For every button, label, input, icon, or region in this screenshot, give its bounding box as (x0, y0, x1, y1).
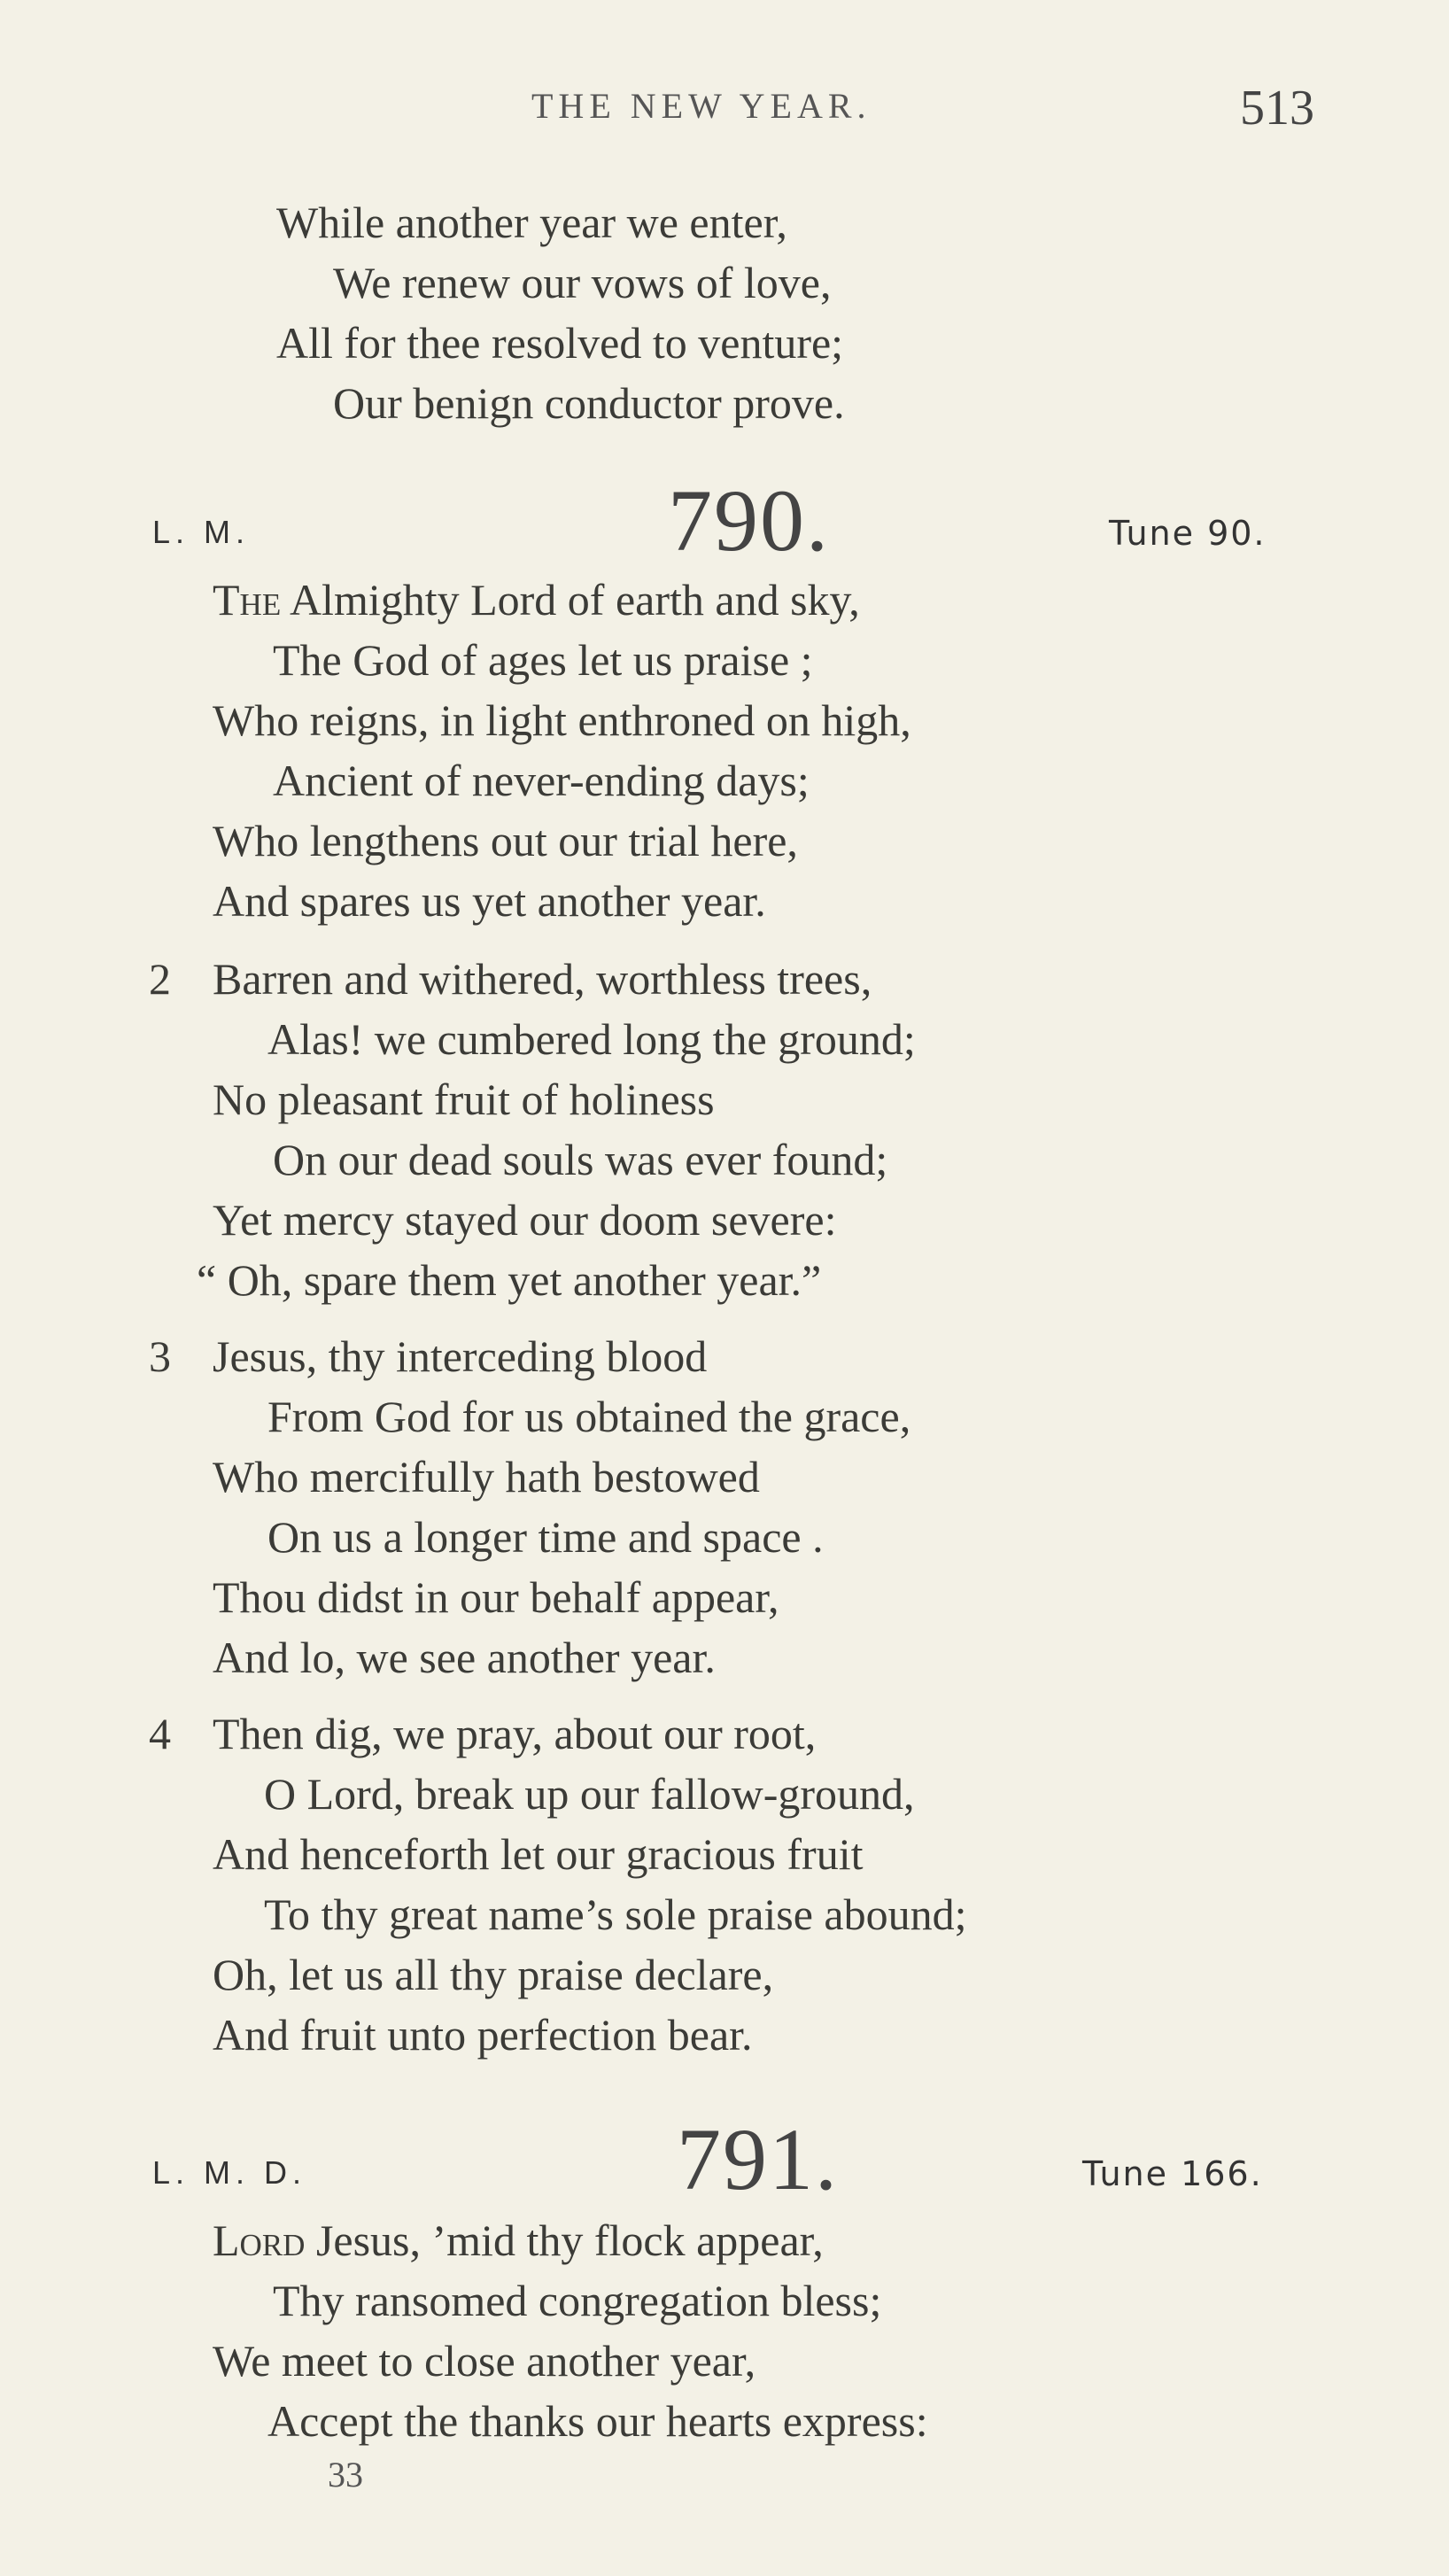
hymn-790-s4-line-4: To thy great name’s sole praise abound; (264, 1889, 967, 1939)
hymn-790-s1-line-6: And spares us yet another year. (213, 876, 766, 926)
hymn-790-s2-line-5: Yet mercy stayed our doom severe: (213, 1195, 837, 1245)
page-number: 513 (1240, 81, 1314, 136)
hymn-790-s2-line-2: Alas! we cumbered long the ground; (267, 1014, 916, 1064)
stanza-number-4: 4 (149, 1709, 171, 1758)
hymn-790-s4-line-5: Oh, let us all thy praise declare, (213, 1950, 774, 1999)
hymn-790-s1-line-4: Ancient of never-ending days; (273, 756, 810, 805)
hymn-790-s1-line-2: The God of ages let us praise ; (273, 635, 813, 685)
hymn-790-first-line (213, 574, 860, 625)
hymn-791-tune: Tune 166. (1082, 2154, 1263, 2193)
hymn-791-meter: L. M. D. (152, 2154, 307, 2191)
hymn-791-number: 791. (677, 2110, 839, 2208)
hymn-790-s4-line-2: O Lord, break up our fallow-ground, (264, 1769, 915, 1819)
stanza-number-3: 3 (149, 1331, 171, 1381)
first-line-rest: Almighty Lord of earth and sky, (281, 575, 860, 625)
hymn-790-s2-line-3: No pleasant fruit of holiness (213, 1075, 715, 1124)
hymn-790-s3-line-4: On us a longer time and space . (267, 1512, 824, 1562)
hymn-790-s4-line-3: And henceforth let our gracious fruit (213, 1829, 864, 1879)
first-line-rest: Jesus, ’mid thy flock appear, (305, 2215, 824, 2265)
hymn-790-s1-line-3: Who reigns, in light enthroned on high, (213, 695, 911, 745)
hymn-790-number: 790. (668, 471, 830, 570)
hymn-791-first-line (213, 2215, 824, 2266)
hymn-790-s4-line-1: Then dig, we pray, about our root, (213, 1709, 817, 1758)
first-word-small-caps: The (213, 575, 282, 625)
hymn-790-s4-line-6: And fruit unto perfection bear. (213, 2010, 753, 2060)
hymn-790-tune: Tune 90. (1109, 514, 1267, 553)
hymn-790-s3-line-1: Jesus, thy interceding blood (213, 1331, 708, 1381)
hymn-790-s3-line-3: Who mercifully hath bestowed (213, 1452, 760, 1501)
hymn-790-meter: L. M. (152, 514, 251, 550)
first-word-small-caps: Lord (213, 2215, 306, 2265)
hymn-791-line-2: Thy ransomed congregation bless; (273, 2276, 882, 2325)
carryover-line-4: Our benign conductor prove. (333, 378, 845, 428)
hymn-790-s2-line-6: “ Oh, spare them yet another year.” (197, 1255, 822, 1305)
hymn-791-line-4: Accept the thanks our hearts express: (267, 2396, 928, 2446)
hymn-790-s2-line-4: On our dead souls was ever found; (273, 1135, 888, 1184)
hymn-791-line-3: We meet to close another year, (213, 2336, 756, 2386)
running-head: THE NEW YEAR. (531, 86, 872, 126)
hymn-790-s1-line-5: Who lengthens out our trial here, (213, 816, 798, 865)
carryover-line-3: All for thee resolved to venture; (276, 318, 844, 368)
stanza-number-2: 2 (149, 954, 171, 1004)
signature-mark: 33 (328, 2455, 363, 2495)
hymn-790-s3-line-6: And lo, we see another year. (213, 1633, 716, 1682)
hymn-790-s3-line-5: Thou didst in our behalf appear, (213, 1572, 779, 1622)
carryover-line-1: While another year we enter, (276, 198, 787, 247)
carryover-line-2: We renew our vows of love, (333, 258, 832, 307)
hymn-790-s3-line-2: From God for us obtained the grace, (267, 1392, 911, 1441)
hymn-790-s2-line-1: Barren and withered, worthless trees, (213, 954, 872, 1004)
